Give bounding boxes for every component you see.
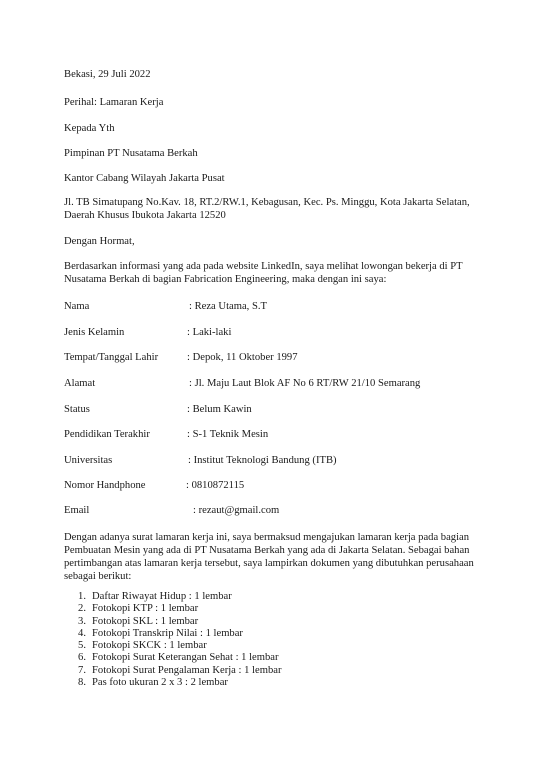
list-item <box>64 665 281 677</box>
detail-label: Nomor Handphone <box>64 480 146 491</box>
list-item <box>64 628 281 640</box>
detail-label: Universitas <box>64 455 113 466</box>
detail-value: : S-1 Teknik Mesin <box>187 429 269 440</box>
list-item-number: 1. <box>78 591 86 602</box>
detail-label: Nama <box>64 301 90 312</box>
recipient-name: Pimpinan PT Nusatama Berkah <box>64 148 198 159</box>
detail-row-email <box>64 504 504 517</box>
list-item-text: Fotokopi Surat Pengalaman Kerja : 1 lembar <box>92 664 282 676</box>
recipient-branch: Kantor Cabang Wilayah Jakarta Pusat <box>64 173 225 184</box>
list-item-number: 5. <box>78 640 86 652</box>
detail-value: : Reza Utama, S.T <box>189 301 267 312</box>
list-item <box>64 652 281 664</box>
recipient-salutation: Kepada Yth <box>64 123 115 134</box>
detail-value: : rezaut@gmail.com <box>193 505 280 516</box>
detail-label: Tempat/Tanggal Lahir <box>64 352 159 363</box>
detail-value: : Jl. Maju Laut Blok AF No 6 RT/RW 21/10 Semarang <box>189 378 421 389</box>
attachment-list <box>64 591 281 689</box>
detail-row-gender <box>64 326 504 339</box>
detail-label: Jenis Kelamin <box>64 327 125 338</box>
list-item-number: 6. <box>78 652 86 664</box>
detail-row-status <box>64 403 504 416</box>
detail-row-university <box>64 454 504 467</box>
list-item <box>64 616 281 628</box>
list-item-number: 7. <box>78 664 86 676</box>
letter-subject: Perihal: Lamaran Kerja <box>64 97 164 108</box>
list-item-number: 2. <box>78 603 86 615</box>
detail-row-birth <box>64 351 504 364</box>
list-item <box>64 591 281 603</box>
greeting: Dengan Hormat, <box>64 236 135 247</box>
list-item <box>64 640 281 652</box>
list-item-text: Fotokopi Transkrip Nilai : 1 lembar <box>92 627 243 639</box>
detail-value: : Depok, 11 Oktober 1997 <box>187 352 298 363</box>
list-item-text: Fotokopi SKL : 1 lembar <box>92 615 199 627</box>
detail-label: Status <box>64 404 90 415</box>
list-item-number: 8. <box>78 677 86 689</box>
detail-value: : 0810872115 <box>186 480 245 491</box>
list-item-number: 4. <box>78 627 86 639</box>
list-item-text: Daftar Riwayat Hidup : 1 lembar <box>92 591 232 602</box>
detail-value: : Belum Kawin <box>187 404 252 415</box>
list-item <box>64 677 281 689</box>
detail-value: : Laki-laki <box>187 327 232 338</box>
detail-row-phone <box>64 479 504 492</box>
detail-label: Email <box>64 505 90 516</box>
body-paragraph: Dengan adanya surat lamaran kerja ini, saya bermaksud mengajukan lamaran kerja pada bagian Pembuatan Mesin yang ada di PT Nusatama Berkah yang ada di Jakarta Selatan. Sebagai bahan pertimbangan atas lamaran kerja tersebut, saya lampirkan dokumen yang dibutuhkan perusahaan sebagai berikut: <box>64 532 474 582</box>
list-item-number: 3. <box>78 615 86 627</box>
recipient-address: Jl. TB Simatupang No.Kav. 18, RT.2/RW.1, Kebagusan, Kec. Ps. Minggu, Kota Jakarta Selatan, Daerah Khusus Ibukota Jakarta 12520 <box>64 197 470 221</box>
list-item-text: Fotokopi KTP : 1 lembar <box>92 603 199 615</box>
list-item-text: Pas foto ukuran 2 x 3 : 2 lembar <box>92 677 228 689</box>
detail-row-address <box>64 377 504 390</box>
intro-paragraph: Berdasarkan informasi yang ada pada website LinkedIn, saya melihat lowongan bekerja di PT Nusatama Berkah di bagian Fabrication Engineering, maka dengan ini saya: <box>64 261 463 285</box>
detail-row-name <box>64 300 504 313</box>
letter-date: Bekasi, 29 Juli 2022 <box>64 69 151 80</box>
list-item-text: Fotokopi SKCK : 1 lembar <box>92 640 207 652</box>
detail-label: Alamat <box>64 378 96 389</box>
list-item-text: Fotokopi Surat Keterangan Sehat : 1 lembar <box>92 652 279 664</box>
detail-value: : Institut Teknologi Bandung (ITB) <box>188 455 337 466</box>
detail-row-education <box>64 428 504 441</box>
detail-label: Pendidikan Terakhir <box>64 429 150 440</box>
list-item <box>64 603 281 615</box>
